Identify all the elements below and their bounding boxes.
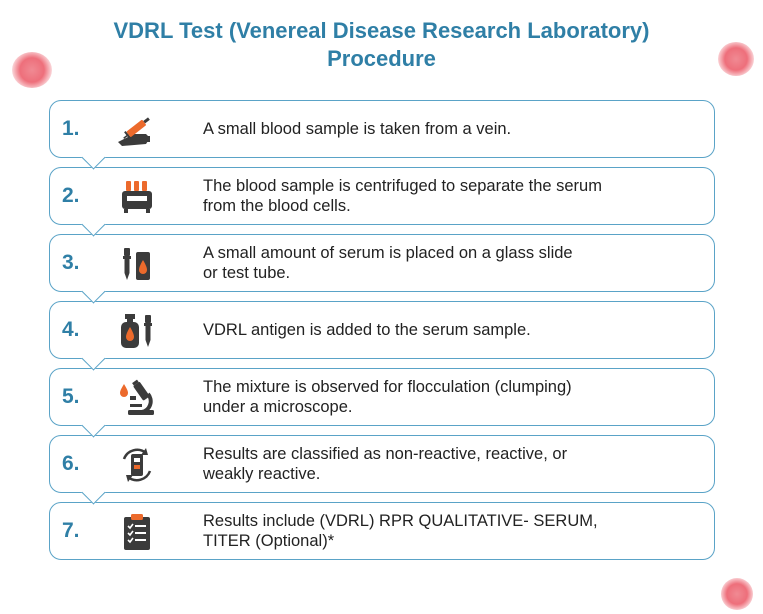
step-text: VDRL antigen is added to the serum sample. <box>203 321 531 339</box>
centrifuge-icon <box>112 177 162 217</box>
title-line-2: Procedure <box>327 46 436 71</box>
step-number: 7. <box>62 519 80 542</box>
clipboard-checklist-icon <box>112 512 162 552</box>
step-text: Results include (VDRL) RPR QUALITATIVE- SERUM, TITER (Optional)* <box>203 512 598 550</box>
step-7 <box>49 502 715 560</box>
step-number: 1. <box>62 117 80 140</box>
step-text: Results are classified as non-reactive, reactive, or weakly reactive. <box>203 445 568 483</box>
step-text: The mixture is observed for flocculation (clumping) under a microscope. <box>203 378 572 416</box>
step-text: A small blood sample is taken from a vein. <box>203 120 512 138</box>
step-number: 3. <box>62 251 80 274</box>
syringe-arm-icon <box>112 110 162 150</box>
step-connector <box>81 145 105 169</box>
test-cycle-icon <box>112 445 162 485</box>
step-6 <box>49 435 715 493</box>
step-number: 5. <box>62 385 80 408</box>
dropper-vial-icon <box>112 244 162 284</box>
title-line-1: VDRL Test (Venereal Disease Research Laboratory) <box>113 18 650 43</box>
step-connector <box>81 279 105 303</box>
step-number: 6. <box>62 452 80 475</box>
step-connector <box>81 480 105 504</box>
page-title <box>0 17 763 73</box>
step-text: A small amount of serum is placed on a glass slide or test tube. <box>203 244 573 282</box>
step-number: 4. <box>62 318 80 341</box>
reagent-bottle-icon <box>112 311 162 351</box>
step-connector <box>81 413 105 437</box>
decorative-blob <box>721 578 753 610</box>
steps-list <box>49 100 715 569</box>
step-text: The blood sample is centrifuged to separate the serum from the blood cells. <box>203 177 602 215</box>
step-3 <box>49 234 715 292</box>
step-number: 2. <box>62 184 80 207</box>
step-1 <box>49 100 715 158</box>
step-connector <box>81 346 105 370</box>
microscope-icon <box>112 378 162 418</box>
step-4 <box>49 301 715 359</box>
step-5 <box>49 368 715 426</box>
step-2 <box>49 167 715 225</box>
step-connector <box>81 212 105 236</box>
